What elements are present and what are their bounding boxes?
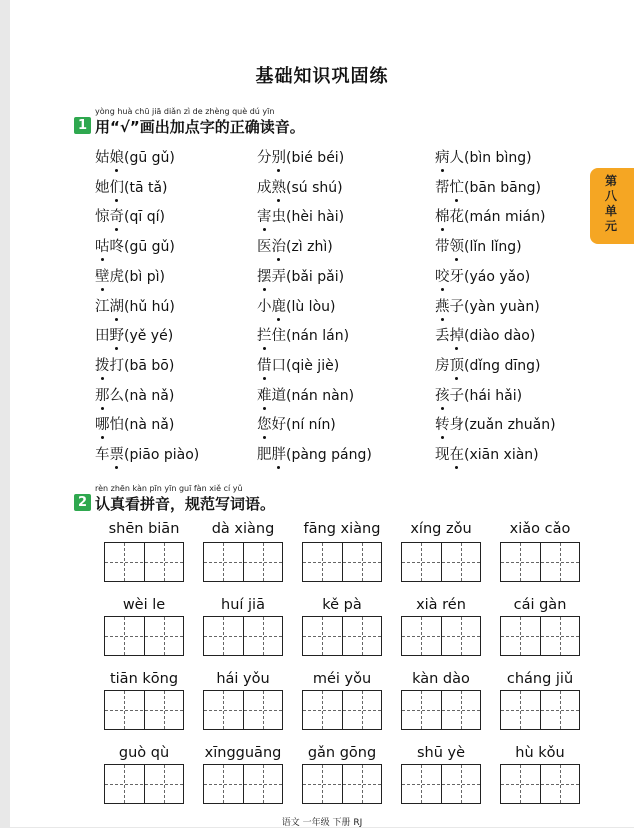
reading-item	[95, 324, 173, 345]
pinyin-choices[interactable]: (zì zhì)	[286, 239, 333, 256]
pinyin-choices[interactable]: (bì pì)	[124, 268, 165, 285]
word-character: 田	[95, 328, 110, 345]
writing-box[interactable]	[203, 690, 283, 730]
writing-box[interactable]	[104, 616, 184, 656]
dotted-character: 们	[110, 176, 125, 197]
dotted-character: 您	[257, 413, 272, 434]
writing-box[interactable]	[203, 542, 283, 582]
pinyin-choices[interactable]: (yàn yuàn)	[464, 298, 540, 315]
dotted-character: 熟	[272, 176, 287, 197]
word-character: 牙	[449, 268, 464, 285]
pinyin-choices[interactable]: (piāo piào)	[124, 447, 200, 463]
unit-tab-label: 第八单元	[604, 174, 617, 233]
word-character: 虫	[271, 209, 286, 226]
page-footer: 语文 一年级 下册 RJ	[281, 818, 363, 828]
reading-item	[95, 354, 174, 375]
reading-item	[95, 146, 175, 167]
reading-item	[95, 265, 165, 286]
reading-item	[95, 443, 199, 464]
pinyin-choices[interactable]: (gū gǔ)	[124, 150, 175, 166]
word-character: 么	[109, 387, 124, 404]
section1-number-badge: 1	[74, 117, 91, 134]
word-character: 花	[449, 209, 464, 226]
page-title: 基础知识巩固练	[255, 66, 389, 87]
pinyin-choices[interactable]: (hèi hài)	[286, 209, 345, 226]
section1-instruction: 用“√”画出加点字的正确读音。	[95, 118, 305, 136]
pinyin-prompt: cái gàn	[513, 597, 567, 613]
pinyin-prompt: méi yǒu	[312, 671, 372, 687]
pinyin-choices[interactable]: (nà nǎ)	[124, 417, 175, 434]
dotted-character: 难	[257, 384, 272, 405]
reading-item	[435, 443, 539, 464]
section2-pinyin-hint: rèn zhēn kàn pīn yīn guī fàn xiě cí yǔ	[95, 484, 243, 493]
word-character: 好	[271, 417, 286, 434]
dotted-character: 那	[95, 384, 110, 405]
pinyin-choices[interactable]: (tā tǎ)	[124, 179, 168, 196]
dotted-character: 孩	[435, 384, 450, 405]
pinyin-prompt: cháng jiǔ	[506, 671, 574, 687]
word-character: 弄	[271, 268, 286, 285]
word-character: 怕	[109, 417, 124, 434]
writing-box[interactable]	[104, 764, 184, 804]
word-character: 姑	[95, 150, 110, 166]
reading-item	[95, 295, 175, 316]
dotted-character: 胖	[272, 443, 287, 464]
unit-tab	[590, 168, 634, 244]
reading-item	[257, 205, 344, 226]
pinyin-prompt: xíng zǒu	[410, 521, 472, 537]
section2-instruction: 认真看拼音，规范写词语。	[95, 495, 276, 513]
word-character: 人	[449, 150, 464, 166]
reading-item	[257, 146, 344, 167]
dotted-character: 忙	[450, 176, 465, 197]
word-character: 医	[257, 239, 272, 256]
pinyin-choices[interactable]: (yě yé)	[124, 328, 174, 345]
writing-box[interactable]	[104, 542, 184, 582]
reading-item	[95, 176, 168, 197]
pinyin-choices[interactable]: (bā bō)	[124, 357, 175, 374]
dotted-character: 别	[272, 146, 287, 167]
dotted-character: 在	[450, 443, 465, 464]
writing-box[interactable]	[203, 764, 283, 804]
writing-box[interactable]	[302, 690, 382, 730]
word-character: 子	[449, 298, 464, 315]
writing-box[interactable]	[500, 690, 580, 730]
writing-box[interactable]	[203, 616, 283, 656]
word-character: 车	[95, 447, 110, 463]
reading-item	[257, 324, 349, 345]
pinyin-choices[interactable]: (nà nǎ)	[124, 387, 175, 404]
dotted-character: 借	[257, 354, 272, 375]
reading-item	[257, 384, 354, 405]
reading-item	[435, 295, 540, 316]
pinyin-prompt: hù kǒu	[515, 745, 565, 761]
writing-box[interactable]	[500, 764, 580, 804]
reading-item	[257, 295, 335, 316]
dotted-character: 拨	[95, 354, 110, 375]
dotted-character: 咬	[435, 265, 450, 286]
word-character: 肥	[257, 447, 272, 463]
dotted-character: 棉	[435, 205, 450, 226]
word-character: 带	[435, 239, 450, 256]
word-character: 现	[435, 447, 450, 463]
word-character: 成	[257, 179, 272, 196]
word-character: 小	[257, 298, 272, 315]
pinyin-choices[interactable]: (zuǎn zhuǎn)	[464, 417, 556, 434]
word-character: 房	[435, 357, 450, 374]
pinyin-prompt: xiǎo cǎo	[509, 521, 571, 537]
pinyin-prompt: tiān kōng	[109, 671, 179, 687]
pinyin-choices[interactable]: (nán nàn)	[286, 387, 355, 404]
reading-item	[435, 146, 532, 167]
pinyin-choices[interactable]: (sú shú)	[286, 179, 343, 196]
pinyin-choices[interactable]: (mán mián)	[464, 209, 546, 226]
pinyin-choices[interactable]: (gū gǔ)	[124, 239, 175, 256]
reading-item	[95, 235, 175, 256]
word-character: 江	[95, 298, 110, 315]
pinyin-prompt: wèi le	[122, 597, 166, 613]
reading-item	[257, 354, 339, 375]
word-character: 打	[109, 357, 124, 374]
pinyin-choices[interactable]: (diào dào)	[464, 328, 536, 345]
reading-item	[257, 413, 336, 434]
word-character: 她	[95, 179, 110, 196]
pinyin-choices[interactable]: (yáo yǎo)	[464, 268, 531, 285]
reading-item	[435, 413, 556, 434]
dotted-character: 湖	[110, 295, 125, 316]
dotted-character: 奇	[110, 205, 125, 226]
dotted-character: 娘	[110, 146, 125, 167]
writing-box[interactable]	[500, 616, 580, 656]
dotted-character: 燕	[435, 295, 450, 316]
pinyin-choices[interactable]: (xiān xiàn)	[464, 447, 539, 463]
pinyin-prompt: gǎn gōng	[307, 745, 377, 761]
dotted-character: 害	[257, 205, 272, 226]
pinyin-choices[interactable]: (hái hǎi)	[464, 387, 523, 404]
reading-item	[95, 384, 174, 405]
writing-box[interactable]	[500, 542, 580, 582]
writing-box[interactable]	[401, 690, 481, 730]
worksheet-page	[10, 0, 634, 827]
pinyin-choices[interactable]: (bìn bìng)	[464, 150, 532, 166]
word-character: 身	[449, 417, 464, 434]
dotted-character: 治	[272, 235, 287, 256]
pinyin-choices[interactable]: (hǔ hú)	[124, 298, 175, 315]
word-character: 住	[271, 328, 286, 345]
word-character: 帮	[435, 179, 450, 196]
word-character: 虎	[109, 268, 124, 285]
reading-item	[435, 235, 522, 256]
pinyin-choices[interactable]: (lǐn lǐng)	[464, 239, 522, 256]
pinyin-prompt: shēn biān	[108, 521, 180, 537]
reading-item	[257, 265, 344, 286]
dotted-character: 掉	[450, 324, 465, 345]
reading-item	[95, 205, 165, 226]
reading-item	[257, 235, 333, 256]
word-character: 口	[271, 357, 286, 374]
reading-item	[435, 324, 535, 345]
dotted-character: 哪	[95, 413, 110, 434]
writing-box[interactable]	[401, 764, 481, 804]
writing-box[interactable]	[401, 616, 481, 656]
dotted-character: 拦	[257, 324, 272, 345]
word-character: 子	[449, 387, 464, 404]
reading-item	[435, 265, 530, 286]
reading-item	[257, 443, 372, 464]
pinyin-prompt: huí jiā	[221, 597, 265, 613]
pinyin-prompt: xīngguāng	[204, 745, 282, 761]
pinyin-choices[interactable]: (dǐng dīng)	[464, 357, 541, 374]
reading-item	[435, 354, 540, 375]
pinyin-prompt: kàn dào	[412, 671, 470, 687]
dotted-character: 野	[110, 324, 125, 345]
pinyin-prompt: shū yè	[416, 745, 466, 761]
writing-box[interactable]	[104, 690, 184, 730]
dotted-character: 票	[110, 443, 125, 464]
writing-box[interactable]	[302, 616, 382, 656]
pinyin-prompt: fāng xiàng	[303, 521, 381, 537]
dotted-character: 顶	[450, 354, 465, 375]
pinyin-choices[interactable]: (bān bāng)	[464, 179, 541, 196]
section2-number-badge: 2	[74, 494, 91, 511]
dotted-character: 摆	[257, 265, 272, 286]
dotted-character: 鹿	[272, 295, 287, 316]
writing-box[interactable]	[302, 542, 382, 582]
dotted-character: 病	[435, 146, 450, 167]
word-character: 丢	[435, 328, 450, 345]
pinyin-prompt: dà xiàng	[211, 521, 275, 537]
reading-item	[435, 176, 541, 197]
pinyin-choices[interactable]: (bǎi pǎi)	[286, 268, 345, 285]
reading-item	[95, 413, 174, 434]
word-character: 道	[271, 387, 286, 404]
dotted-character: 壁	[95, 265, 110, 286]
pinyin-choices[interactable]: (qī qí)	[124, 209, 165, 226]
reading-item	[435, 384, 522, 405]
word-character: 惊	[95, 209, 110, 226]
dotted-character: 领	[450, 235, 465, 256]
pinyin-choices[interactable]: (nán lán)	[286, 328, 350, 345]
pinyin-prompt: kě pà	[322, 597, 362, 613]
writing-box[interactable]	[302, 764, 382, 804]
pinyin-prompt: guò qù	[118, 745, 170, 761]
pinyin-choices[interactable]: (pàng páng)	[286, 447, 372, 463]
pinyin-prompt: hái yǒu	[216, 671, 270, 687]
pinyin-choices[interactable]: (ní nín)	[286, 417, 336, 434]
dotted-character: 咕	[95, 235, 110, 256]
word-character: 分	[257, 150, 272, 166]
pinyin-choices[interactable]: (lù lòu)	[286, 298, 336, 315]
writing-box[interactable]	[401, 542, 481, 582]
reading-item	[257, 176, 343, 197]
pinyin-prompt: xià rén	[416, 597, 466, 613]
word-character: 咚	[109, 239, 124, 256]
reading-item	[435, 205, 545, 226]
section1-pinyin-hint: yòng huà chū jiā diǎn zì de zhèng què dú yīn	[95, 107, 275, 116]
pinyin-choices[interactable]: (bié béi)	[286, 150, 345, 166]
dotted-character: 转	[435, 413, 450, 434]
pinyin-choices[interactable]: (qiè jiè)	[286, 357, 340, 374]
